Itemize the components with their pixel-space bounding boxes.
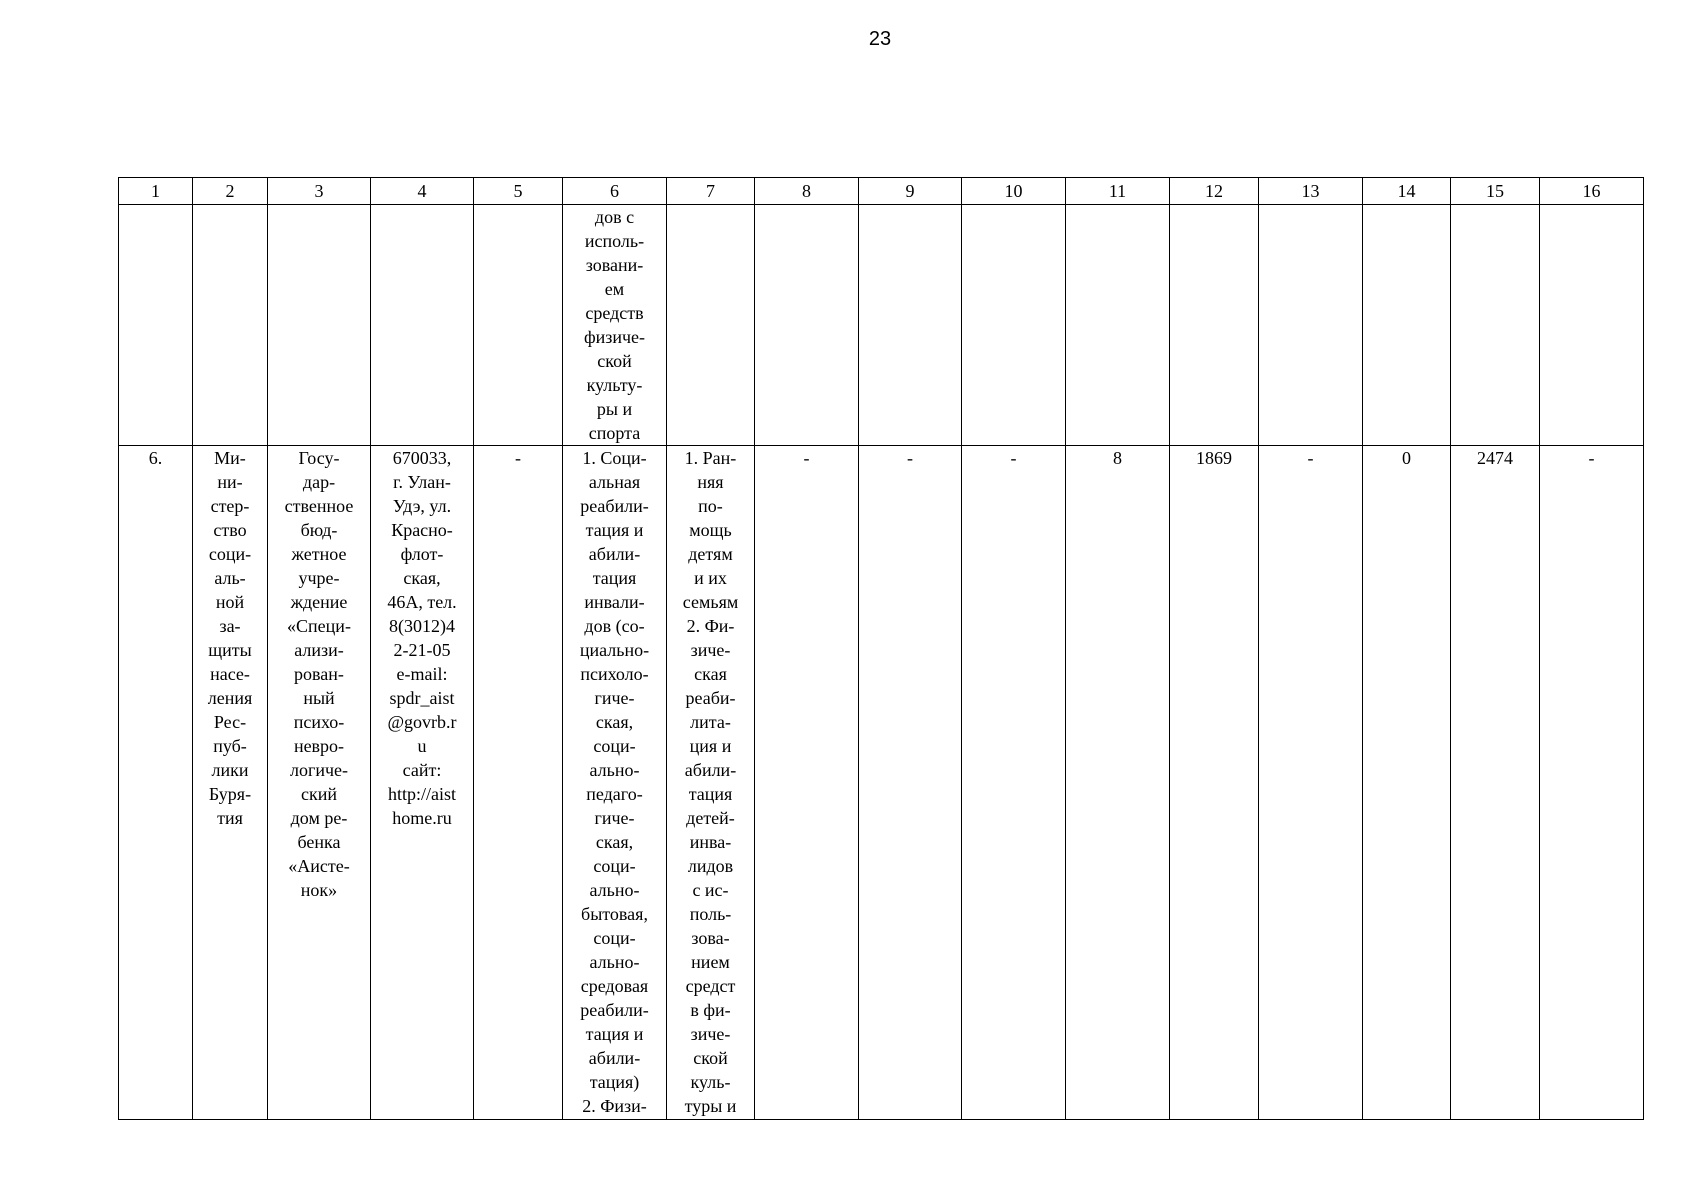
column-header: 11 (1066, 178, 1170, 205)
table-cell (1259, 205, 1363, 446)
table-cell (962, 446, 1066, 1120)
table-cell (1451, 446, 1540, 1120)
table-cell (1540, 446, 1644, 1120)
table-row (119, 446, 1644, 1120)
column-header: 4 (371, 178, 474, 205)
column-header: 8 (755, 178, 859, 205)
table-cell (371, 205, 474, 446)
table-cell (563, 205, 667, 446)
table-cell (193, 446, 268, 1120)
table-cell (268, 446, 371, 1120)
table-cell (859, 205, 962, 446)
table-cell (1066, 446, 1170, 1120)
data-table (118, 177, 1644, 1120)
column-header: 13 (1259, 178, 1363, 205)
table-cell (755, 205, 859, 446)
table-cell (667, 205, 755, 446)
table-cell (1170, 446, 1259, 1120)
table-cell (1363, 205, 1451, 446)
column-header: 2 (193, 178, 268, 205)
column-header: 5 (474, 178, 563, 205)
table-cell (667, 446, 755, 1120)
cell-text: - (1588, 448, 1595, 468)
column-header: 10 (962, 178, 1066, 205)
table-cell (1451, 205, 1540, 446)
column-header: 6 (563, 178, 667, 205)
cell-text: 0 (1402, 448, 1411, 468)
cell-text: 2474 (1477, 448, 1513, 468)
table-cell (1259, 446, 1363, 1120)
cell-text: 1869 (1196, 448, 1232, 468)
column-header: 3 (268, 178, 371, 205)
table-cell (474, 446, 563, 1120)
header-row (119, 178, 1644, 205)
table-cell (193, 205, 268, 446)
cell-text: дов с исполь- зовани- ем средств физиче- ской культу- ры и спорта (583, 207, 646, 443)
column-header: 14 (1363, 178, 1451, 205)
cell-text: - (515, 448, 521, 468)
cell-text: - (907, 448, 913, 468)
column-header: 16 (1540, 178, 1644, 205)
cell-text: 670033, г. Улан- Удэ, ул. Красно- флот- ская, 46А, тел. 8(3012)4 2-21-05 e-mail: spdr_aist @govrb.r u сайт: http://aist home.ru (387, 448, 457, 828)
column-header: 9 (859, 178, 962, 205)
cell-text: - (803, 448, 810, 468)
cell-text: 1. Соци- альная реабили- тация и абили- тация инвали- дов (со- циально- психоло- гиче- ская, соци- ально- педаго- гиче- ская, соци- ально- бытовая, соци- ально- средовая реабили- тация и абили- тация) 2. Физи- (579, 448, 650, 1116)
page-number: 23 (868, 28, 892, 50)
table-cell (119, 446, 193, 1120)
table-cell (1540, 205, 1644, 446)
table-cell (1170, 205, 1259, 446)
table-cell (119, 205, 193, 446)
column-header: 7 (667, 178, 755, 205)
column-header: 12 (1170, 178, 1259, 205)
table-cell (859, 446, 962, 1120)
cell-text: - (1307, 448, 1314, 468)
column-header: 1 (119, 178, 193, 205)
table-cell (268, 205, 371, 446)
column-header: 15 (1451, 178, 1540, 205)
table-cell (1066, 205, 1170, 446)
cell-text: Госу- дар- ственное бюд- жетное учре- ждение «Специ- ализи- рован- ный психо- невро- логиче- ский дом ре- бенка «Аисте- нок» (284, 448, 354, 900)
cell-text: 8 (1113, 448, 1122, 468)
table-cell (474, 205, 563, 446)
table-cell (962, 205, 1066, 446)
table-cell (1363, 446, 1451, 1120)
cell-text: 1. Ран- няя по- мощь детям и их семьям 2. Фи- зиче- ская реаби- лита- ция и абили- тация детей- инва- лидов с ис- поль- зова- нием средст в фи- зиче- ской куль- туры и (682, 448, 739, 1116)
cell-text: 6. (148, 448, 163, 468)
table-cell (563, 446, 667, 1120)
table-cell (755, 446, 859, 1120)
cell-text: Ми- ни- стер- ство соци- аль- ной за- щиты насе- ления Рес- пуб- лики Буря- тия (207, 448, 253, 828)
table-cell (371, 446, 474, 1120)
table-row-continuation (119, 205, 1644, 446)
cell-text: - (1010, 448, 1017, 468)
